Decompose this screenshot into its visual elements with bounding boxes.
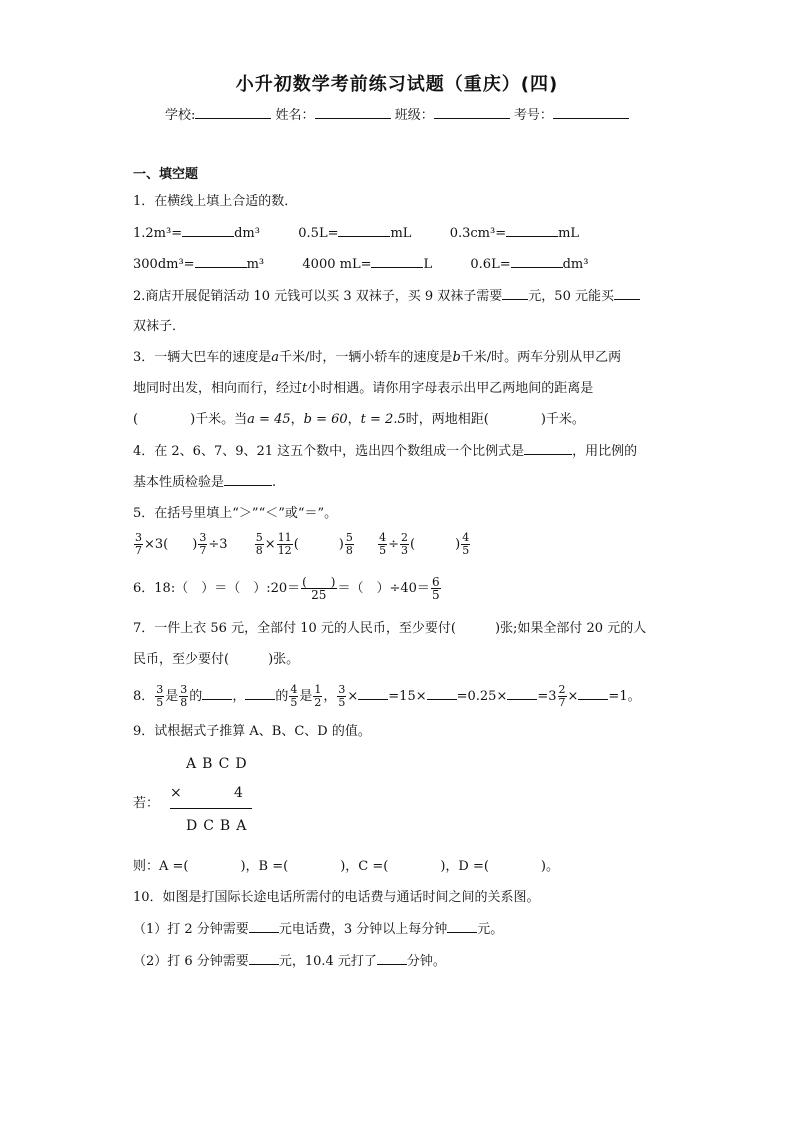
q4-text: 基本性质检验是 bbox=[133, 475, 225, 490]
answer-blank bbox=[338, 224, 390, 237]
answer-blank bbox=[202, 687, 232, 700]
q3-text: 千米/时。两车分别从甲乙两 bbox=[460, 350, 622, 365]
fraction: $\frac{2}{3}$ bbox=[401, 531, 409, 557]
fraction: $\frac{2}{7}$ bbox=[558, 683, 566, 709]
answer-blank bbox=[245, 687, 275, 700]
class-blank bbox=[434, 106, 510, 119]
q3-text: ， bbox=[290, 412, 304, 427]
fraction: $\frac{3}{5}$ bbox=[156, 683, 164, 709]
q3-text: 千米/时，一辆小轿车的速度是 bbox=[279, 350, 453, 365]
q3-text: )千米。当 bbox=[190, 412, 248, 427]
q4-text: ，用比例的 bbox=[572, 444, 638, 459]
fraction: $\frac{5}{8}$ bbox=[255, 531, 263, 557]
q5-op: ( bbox=[293, 537, 299, 552]
q4-text: 4．在 2、6、7、9、21 这五个数中，选出四个数组成一个比例式是 bbox=[133, 444, 525, 459]
q10-text: 元电话费，3 分钟以上每分钟 bbox=[278, 922, 448, 937]
q1-item: 1.2m³= bbox=[133, 226, 183, 241]
q3-value: a = 45 bbox=[247, 412, 291, 427]
q2-text: 2.商店开展促销活动 10 元钱可以买 3 双袜子，买 9 双袜子需要 bbox=[133, 289, 503, 304]
q8-text: =15× bbox=[388, 689, 427, 704]
ruo-label: 若： bbox=[133, 796, 160, 811]
fraction: $\frac{3}{7}$ bbox=[199, 531, 207, 557]
q3-line3 bbox=[133, 411, 585, 429]
q8-text: =1。 bbox=[608, 689, 641, 704]
school-label: 学校: bbox=[165, 108, 196, 123]
fraction: $\frac{4}{5}$ bbox=[462, 531, 470, 557]
q8-text: × bbox=[567, 689, 579, 704]
q1-unit: mL bbox=[558, 226, 580, 241]
answer-blank bbox=[427, 687, 457, 700]
q7-line1: 7．一件上衣 56 元，全部付 10 元的人民币，至少要付( )张;如果全部付 20 元的人 bbox=[133, 621, 647, 636]
answer-blank bbox=[224, 473, 272, 486]
q8-text: 8． bbox=[133, 689, 155, 704]
q5-text: 5．在括号里填上“＞”“＜”或“＝”。 bbox=[133, 506, 338, 521]
q9-answer: 则：A =( )，B =( )，C =( )，D =( )。 bbox=[133, 859, 559, 874]
q9-text: 9．试根据式子推算 A、B、C、D 的值。 bbox=[133, 724, 371, 739]
fraction: $\frac{11}{12}$ bbox=[277, 531, 292, 557]
fraction: $\frac{3}{7}$ bbox=[135, 531, 142, 557]
q4-text: . bbox=[272, 475, 277, 490]
product-rule bbox=[170, 808, 252, 809]
q5-op: ( bbox=[410, 537, 416, 552]
q2-line2: 双袜子． bbox=[133, 319, 186, 334]
q1-item: 300dm³= bbox=[133, 257, 195, 272]
name-blank bbox=[315, 106, 391, 119]
q8-text: × bbox=[347, 689, 359, 704]
answer-blank bbox=[507, 687, 537, 700]
q1-text: 1．在横线上填上合适的数． bbox=[133, 194, 298, 209]
q2-text: 元，50 元能买 bbox=[528, 289, 614, 304]
q1-unit: dm³ bbox=[234, 226, 260, 241]
q3-text: ， bbox=[347, 412, 361, 427]
answer-blank bbox=[447, 920, 477, 933]
fraction: $\frac{( )}{25}$ bbox=[302, 575, 336, 602]
q8-text: ， bbox=[232, 689, 246, 704]
fraction: $\frac{4}{5}$ bbox=[379, 531, 387, 557]
q10-part2 bbox=[133, 952, 446, 971]
q10-text: （2）打 6 分钟需要 bbox=[133, 954, 249, 969]
answer-blank bbox=[195, 255, 247, 268]
answer-blank bbox=[506, 224, 558, 237]
q3-text: 时，两地相距( bbox=[405, 412, 489, 427]
q8-text: ， bbox=[323, 689, 337, 704]
q5-op: ÷ bbox=[388, 537, 400, 552]
q5-op: ) bbox=[192, 537, 198, 552]
school-blank bbox=[195, 106, 271, 119]
exam-title: 小升初数学考前练习试题（重庆）(四) bbox=[235, 74, 559, 95]
q1-item: 0.6L= bbox=[470, 257, 511, 272]
q1-unit: m³ bbox=[246, 257, 265, 272]
q5-op: × bbox=[264, 537, 276, 552]
times-sign: × bbox=[170, 785, 182, 801]
name-label: 姓名： bbox=[275, 108, 315, 123]
q1-unit: dm³ bbox=[562, 257, 589, 272]
q3-line1 bbox=[133, 349, 621, 367]
class-label: 班级： bbox=[394, 108, 434, 123]
q1-row2 bbox=[133, 255, 588, 274]
q6-text: ＝（ ）÷40＝ bbox=[337, 581, 430, 596]
q2-line1 bbox=[133, 287, 640, 306]
q1-item: 4000 mL= bbox=[302, 257, 372, 272]
q3-line2 bbox=[133, 380, 593, 398]
fraction: $\frac{3}{8}$ bbox=[180, 683, 188, 709]
product: DCBA bbox=[186, 818, 253, 834]
q3-text: 地同时出发，相向而行，经过 bbox=[133, 381, 303, 396]
q10-text: 元。 bbox=[477, 922, 504, 937]
q3-value: b = 60 bbox=[303, 412, 348, 427]
q5-op: ×3( bbox=[144, 537, 169, 552]
q6-line bbox=[133, 576, 442, 601]
multiplier: 4 bbox=[234, 785, 243, 801]
answer-blank bbox=[377, 952, 407, 965]
multiplicand: ABCD bbox=[186, 756, 253, 772]
q3-text: 3．一辆大巴车的速度是 bbox=[133, 350, 272, 365]
answer-blank bbox=[511, 255, 563, 268]
q8-text: 是 bbox=[165, 689, 179, 704]
q1-item: 0.5L= bbox=[298, 226, 339, 241]
q7-line2: 民币，至少要付( )张。 bbox=[133, 652, 300, 667]
number-blank bbox=[553, 106, 629, 119]
q8-text: 的 bbox=[275, 689, 289, 704]
q8-text: =3 bbox=[537, 689, 557, 704]
var-b: b bbox=[452, 350, 461, 365]
answer-blank bbox=[502, 287, 528, 300]
q8-text: 是 bbox=[299, 689, 313, 704]
q3-text: ( bbox=[133, 412, 139, 427]
q1-row1 bbox=[133, 224, 579, 243]
q5-op: ) bbox=[338, 537, 344, 552]
answer-blank bbox=[249, 920, 279, 933]
var-a: a bbox=[271, 350, 280, 365]
q5-op: ) bbox=[455, 537, 461, 552]
section-heading: 一、填空题 bbox=[133, 167, 199, 182]
fraction: $\frac{1}{2}$ bbox=[314, 683, 322, 709]
q8-text: 的 bbox=[189, 689, 203, 704]
q10-text: （1）打 2 分钟需要 bbox=[133, 922, 249, 937]
q5-expressions bbox=[133, 532, 471, 557]
q1-unit: mL bbox=[390, 226, 412, 241]
answer-blank bbox=[182, 224, 234, 237]
q8-line bbox=[133, 684, 641, 709]
q3-value: t = 2.5 bbox=[360, 412, 406, 427]
q10-part1 bbox=[133, 920, 503, 939]
fraction: $\frac{4}{5}$ bbox=[290, 683, 298, 709]
student-info-line bbox=[165, 104, 629, 123]
answer-blank bbox=[524, 442, 572, 455]
q6-text: 6．18:（ ）＝（ ）:20＝ bbox=[133, 581, 301, 596]
fraction: $\frac{3}{5}$ bbox=[338, 683, 346, 709]
q8-text: =0.25× bbox=[456, 689, 508, 704]
answer-blank bbox=[371, 255, 423, 268]
q10-text: 10．如图是打国际长途电话所需付的电话费与通话时间之间的关系图。 bbox=[133, 890, 540, 905]
q4-line2 bbox=[133, 473, 276, 492]
q4-line1 bbox=[133, 442, 637, 461]
q10-text: 元，10.4 元打了 bbox=[278, 954, 377, 969]
q3-text: 小时相遇。请你用字母表示出甲乙两地间的距离是 bbox=[307, 381, 594, 396]
var-t: t bbox=[302, 381, 308, 396]
answer-blank bbox=[358, 687, 388, 700]
answer-blank bbox=[614, 287, 640, 300]
q1-unit: L bbox=[423, 257, 433, 272]
number-label: 考号： bbox=[513, 108, 553, 123]
answer-blank bbox=[578, 687, 608, 700]
fraction: $\frac{5}{8}$ bbox=[345, 531, 353, 557]
q3-text: )千米。 bbox=[540, 412, 585, 427]
q1-item: 0.3cm³= bbox=[449, 226, 507, 241]
q5-op: ÷3 bbox=[208, 537, 228, 552]
fraction: $\frac{6}{5}$ bbox=[431, 575, 440, 602]
answer-blank bbox=[249, 952, 279, 965]
q10-text: 分钟。 bbox=[406, 954, 446, 969]
